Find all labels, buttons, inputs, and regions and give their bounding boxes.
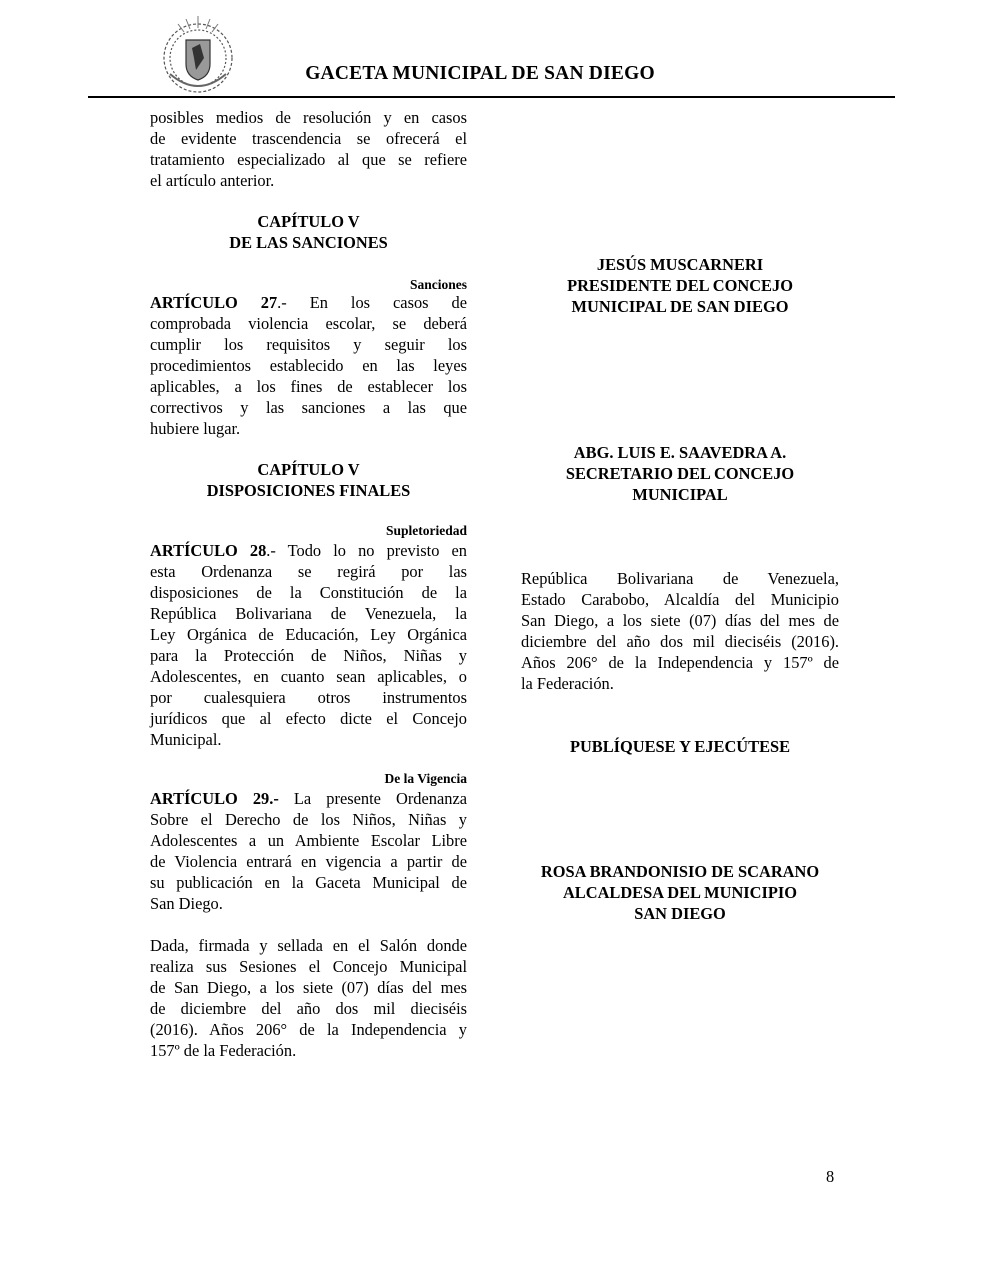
article-29: [150, 788, 467, 914]
text-line: realiza sus Sesiones el Concejo Municipal: [150, 957, 467, 976]
text-line: por cualesquiera otros instrumentos: [150, 688, 467, 707]
heading-line: CAPÍTULO V: [257, 460, 360, 479]
text-line: ARTÍCULO 29.- La presente Ordenanza: [150, 789, 467, 808]
signature-president: [521, 254, 839, 317]
text-line: hubiere lugar.: [150, 419, 241, 438]
text-line: Municipal.: [150, 730, 222, 749]
text-line: de diciembre del año dos mil dieciséis: [150, 999, 467, 1018]
text-line: ARTÍCULO 28.- Todo lo no previsto en: [150, 541, 467, 560]
text-line: ARTÍCULO 27.- En los casos de: [150, 293, 467, 312]
article-number: ARTÍCULO 27: [150, 293, 278, 312]
text-line: su publicación en la Gaceta Municipal de: [150, 873, 467, 892]
signature-mayor: [521, 861, 839, 924]
heading-line: ALCALDESA DEL MUNICIPIO: [562, 883, 798, 902]
text-line: Años 206° de la Independencia y 157º de: [521, 653, 839, 672]
text-line: Estado Carabobo, Alcaldía del Municipio: [521, 590, 839, 609]
closing-paragraph: [150, 935, 467, 1061]
text-line: jurídicos que al efecto dicte el Concejo: [150, 709, 467, 728]
article-number: ARTÍCULO 28: [150, 541, 267, 560]
text-line: San Diego, a los siete (07) días del mes de: [521, 611, 839, 630]
text-line: disposiciones de la Constitución de la: [150, 583, 467, 602]
article-27: [150, 292, 467, 439]
heading-line: ROSA BRANDONISIO DE SCARANO: [540, 862, 820, 881]
side-label-supletoriedad: Supletoriedad: [385, 523, 467, 538]
heading-line: DISPOSICIONES FINALES: [206, 481, 411, 500]
republica-paragraph: [521, 568, 839, 694]
text-line: cumplir los requisitos y seguir los: [150, 335, 467, 354]
heading-line: SECRETARIO DEL CONCEJO: [565, 464, 795, 483]
chapter-heading-sanciones: [150, 211, 467, 253]
text-line: diciembre del año dos mil dieciséis (2016).: [521, 632, 839, 651]
text-line: procedimientos establecido en las leyes: [150, 356, 467, 375]
heading-line: JESÚS MUSCARNERI: [596, 255, 764, 274]
text-line: aplicables, a los fines de establecer los: [150, 377, 467, 396]
heading-line: MUNICIPAL DE SAN DIEGO: [571, 297, 789, 316]
page-number: 8: [826, 1167, 835, 1186]
signature-secretary: [521, 442, 839, 505]
heading-line: PRESIDENTE DEL CONCEJO: [567, 276, 793, 295]
heading-line: CAPÍTULO V: [257, 212, 360, 231]
article-number: ARTÍCULO 29.-: [150, 789, 279, 808]
text-line: para la Protección de Niños, Niñas y: [150, 646, 467, 665]
text-line: (2016). Años 206° de la Independencia y: [150, 1020, 467, 1039]
heading-line: MUNICIPAL: [632, 485, 728, 504]
header-divider: [88, 96, 895, 98]
heading-line: ABG. LUIS E. SAAVEDRA A.: [573, 443, 787, 462]
text-line: República Bolivariana de Venezuela, la: [150, 604, 467, 623]
side-label-sanciones: Sanciones: [409, 277, 467, 292]
text-line: República Bolivariana de Venezuela,: [521, 569, 839, 588]
text-line: de evidente trascendencia se ofrecerá el: [150, 129, 467, 148]
article-28: [150, 540, 467, 750]
heading-line: DE LAS SANCIONES: [229, 233, 388, 252]
chapter-heading-disposiciones: [150, 459, 467, 501]
gazette-title: GACETA MUNICIPAL DE SAN DIEGO: [305, 63, 655, 84]
text-line: correctivos y las sanciones a las que: [150, 398, 467, 417]
text-line: tratamiento especializado al que se refiere: [150, 150, 467, 169]
text-line: esta Ordenanza se regirá por las: [150, 562, 467, 581]
text-line: 157º de la Federación.: [150, 1041, 297, 1060]
text-line: la Federación.: [521, 674, 614, 693]
text-line: Sobre el Derecho de los Niños, Niñas y: [150, 810, 467, 829]
text-line: Adolescentes, en cuanto sean aplicables, o: [150, 667, 467, 686]
text-line: el artículo anterior.: [150, 171, 275, 190]
intro-paragraph: [150, 107, 467, 191]
text-line: San Diego.: [150, 894, 223, 913]
text-line: posibles medios de resolución y en casos: [150, 108, 467, 127]
heading-line: SAN DIEGO: [634, 904, 726, 923]
publiquese-heading: PUBLÍQUESE Y EJECÚTESE: [569, 737, 791, 756]
text-line: de Violencia entrará en vigencia a partir de: [150, 852, 467, 871]
text-line: de San Diego, a los siete (07) días del mes: [150, 978, 467, 997]
text-line: comprobada violencia escolar, se deberá: [150, 314, 467, 333]
side-label-vigencia: De la Vigencia: [384, 771, 467, 786]
text-line: Adolescentes a un Ambiente Escolar Libre: [150, 831, 467, 850]
municipal-coat-of-arms-logo: [156, 14, 240, 96]
text-line: Ley Orgánica de Educación, Ley Orgánica: [150, 625, 467, 644]
text-line: Dada, firmada y sellada en el Salón donde: [150, 936, 467, 955]
